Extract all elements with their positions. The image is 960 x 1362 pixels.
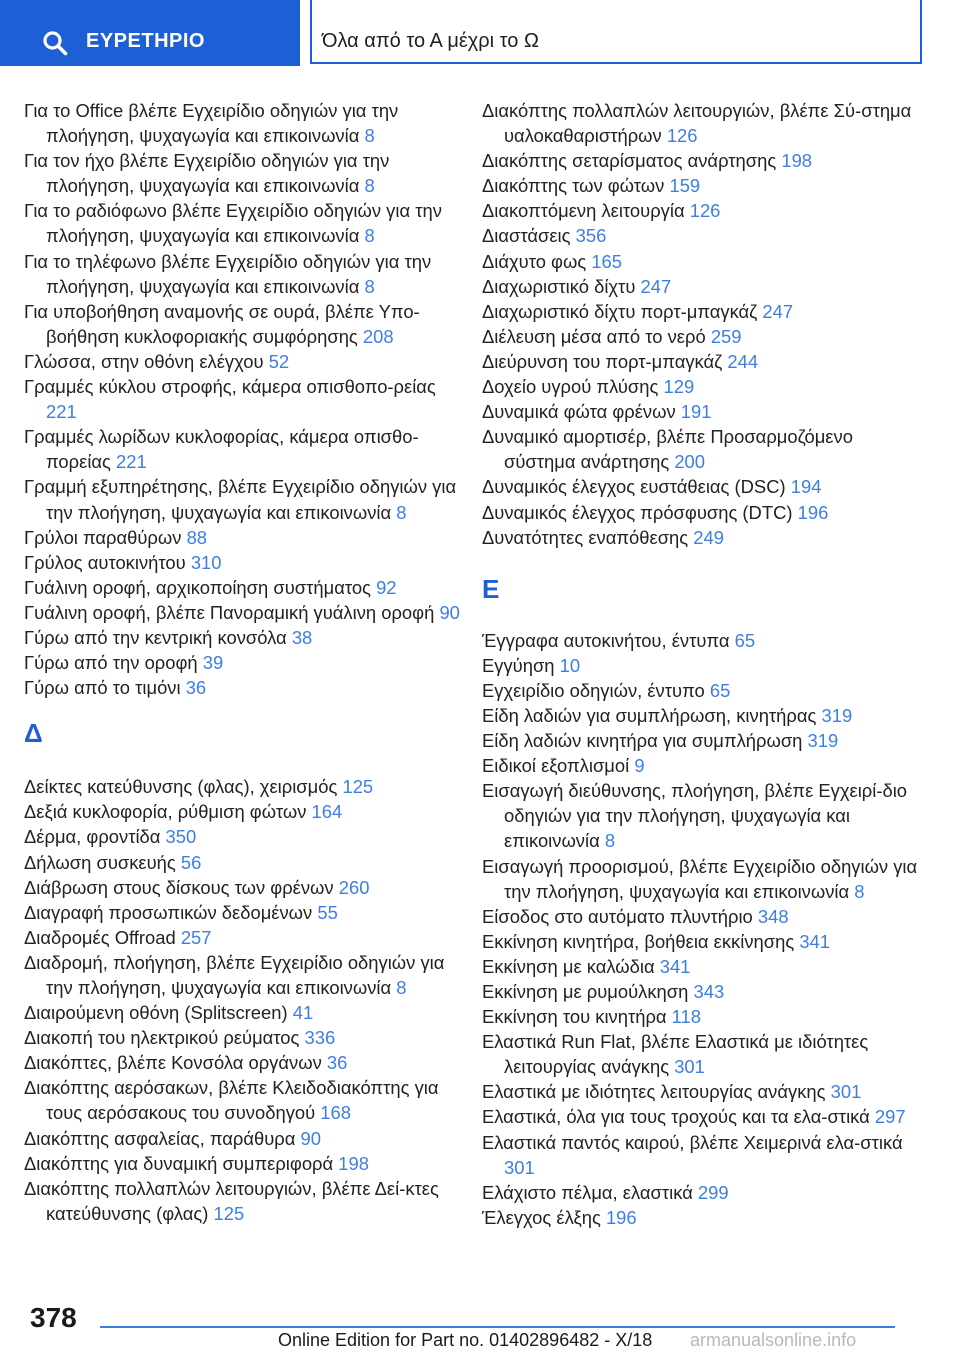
- index-entry-text: Είσοδος στο αυτόματο πλυντήριο: [482, 905, 753, 927]
- entries-group-d-continued: [482, 98, 922, 550]
- index-entry: [482, 703, 922, 728]
- page-link[interactable]: 56: [180, 851, 202, 873]
- index-entry: [24, 774, 464, 799]
- index-entry: [24, 625, 464, 650]
- entries-group-g: [24, 98, 464, 700]
- page-link[interactable]: 36: [185, 677, 207, 699]
- index-entry-text: Γραμμές κύκλου στροφής, κάμερα οπισθοπο-ρείας: [24, 376, 436, 398]
- page-link[interactable]: 125: [342, 776, 374, 798]
- footer-divider: [100, 1326, 895, 1328]
- page-link[interactable]: 8: [364, 275, 375, 297]
- page-link[interactable]: 301: [504, 1156, 535, 1178]
- index-entry: [482, 1180, 922, 1205]
- index-entry: [24, 925, 464, 950]
- index-entry: [24, 875, 464, 900]
- index-entry: [24, 950, 464, 1000]
- index-column-left: [24, 98, 464, 1226]
- index-entry-text: Διακόπτες, βλέπε Κονσόλα οργάνων: [24, 1052, 322, 1074]
- index-entry-text: Διαχωριστικό δίχτυ: [482, 275, 636, 297]
- index-entry-text: Δέρμα, φροντίδα: [24, 826, 161, 848]
- index-entry: [482, 753, 922, 778]
- watermark: armanualsonline.info: [690, 1330, 857, 1350]
- section-tab[interactable]: [310, 0, 922, 64]
- index-entry: [482, 500, 922, 525]
- index-entry-text: Δυναμικός έλεγχος ευστάθειας (DSC): [482, 476, 786, 498]
- index-entry-text: Ελάχιστο πέλμα, ελαστικά: [482, 1181, 693, 1203]
- page-link[interactable]: 198: [338, 1152, 369, 1174]
- page-link[interactable]: 9: [634, 755, 645, 777]
- index-entry: [482, 324, 922, 349]
- page-link[interactable]: 341: [799, 930, 831, 952]
- index-entry-text: Ειδικοί εξοπλισμοί: [482, 755, 630, 777]
- page-link[interactable]: 297: [874, 1106, 906, 1128]
- page-link[interactable]: 92: [376, 576, 397, 598]
- index-entry: [24, 299, 464, 349]
- page-link[interactable]: 198: [781, 150, 813, 172]
- index-entry-text: Διαχωριστικό δίχτυ πορτ-μπαγκάζ: [482, 300, 758, 322]
- index-entry: [482, 1104, 922, 1129]
- edition-text: Online Edition for Part no. 01402896482 - X/18: [278, 1330, 653, 1350]
- index-entry: [482, 349, 922, 374]
- index-entry: [482, 148, 922, 173]
- index-entry-text: Για το ραδιόφωνο βλέπε Εγχειρίδιο οδηγιών για την πλοήγηση, ψυχαγωγία και επικοινωνία: [24, 200, 442, 247]
- page-link[interactable]: 36: [326, 1052, 348, 1074]
- index-entry-text: Εκκίνηση με καλώδια: [482, 955, 655, 977]
- page-link[interactable]: 90: [439, 601, 460, 623]
- index-entry-text: Διέλευση μέσα από το νερό: [482, 325, 706, 347]
- index-entry-text: Είδη λαδιών για συμπλήρωση, κινητήρας: [482, 704, 817, 726]
- index-entry: [24, 1176, 464, 1226]
- page-link[interactable]: 196: [605, 1206, 637, 1228]
- page-link[interactable]: 249: [693, 526, 724, 548]
- index-entry: [482, 198, 922, 223]
- page-link[interactable]: 38: [291, 626, 313, 648]
- index-entry: [24, 1126, 464, 1151]
- index-entry-text: Για το Office βλέπε Εγχειρίδιο οδηγιών για την πλοήγηση, ψυχαγωγία και επικοινωνία: [24, 100, 399, 147]
- index-tab[interactable]: [0, 0, 300, 66]
- index-entry-text: Δυναμικό αμορτισέρ, βλέπε Προσαρμοζόμενο σύστημα ανάρτησης: [482, 426, 853, 473]
- page-link[interactable]: 8: [364, 125, 375, 147]
- index-entry-text: Διακόπτης των φώτων: [482, 175, 665, 197]
- page-link[interactable]: 8: [396, 977, 407, 998]
- index-entry-text: Εγχειρίδιο οδηγιών, έντυπο: [482, 679, 705, 701]
- index-entry-text: Έλεγχος έλξης: [482, 1206, 601, 1228]
- index-entry-text: Γρύλοι παραθύρων: [24, 526, 182, 548]
- page-link[interactable]: 301: [830, 1081, 862, 1103]
- index-entry-text: Ελαστικά παντός καιρού, βλέπε Χειμερινά ελα-στικά: [482, 1131, 903, 1153]
- index-entry-text: Διακόπτης αερόσακων, βλέπε Κλειδοδιακόπτης για τους αερόσακους του συνοδηγού: [24, 1077, 439, 1124]
- index-entry-text: Εκκίνηση του κινητήρα: [482, 1006, 667, 1028]
- page-link[interactable]: 341: [659, 955, 691, 977]
- page-link[interactable]: 350: [165, 826, 197, 848]
- index-entry-text: Διαστάσεις: [482, 225, 571, 247]
- index-entry-text: Εκκίνηση κινητήρα, βοήθεια εκκίνησης: [482, 930, 795, 952]
- index-entry: [24, 1050, 464, 1075]
- index-entry-text: Εισαγωγή προορισμού, βλέπε Εγχειρίδιο οδηγιών για την πλοήγηση, ψυχαγωγία και επικοινωνία: [482, 855, 918, 902]
- index-entry-text: Δοχείο υγρού πλύσης: [482, 376, 659, 398]
- page-link[interactable]: 259: [710, 325, 742, 347]
- index-entry: [24, 824, 464, 849]
- search-icon: [42, 30, 68, 56]
- index-entry-text: Για τον ήχο βλέπε Εγχειρίδιο οδηγιών για την πλοήγηση, ψυχαγωγία και επικοινωνία: [24, 150, 390, 197]
- index-entry: [482, 1079, 922, 1104]
- index-entry: [24, 550, 464, 575]
- section-tab-label: Όλα από το Α μέχρι το Ω: [322, 30, 539, 52]
- index-entry: [24, 249, 464, 299]
- index-entry: [24, 424, 464, 474]
- index-entry-text: Γυάλινη οροφή, βλέπε Πανοραμική γυάλινη οροφή: [24, 601, 435, 623]
- page-link[interactable]: 319: [807, 730, 839, 752]
- page-link[interactable]: 8: [396, 501, 407, 523]
- index-entry-text: Δυνατότητες εναπόθεσης: [482, 526, 689, 548]
- page-link[interactable]: 336: [304, 1027, 336, 1049]
- page-link[interactable]: 126: [666, 125, 698, 147]
- entries-group-d: [24, 774, 464, 1226]
- index-entry: [482, 98, 922, 148]
- page-link[interactable]: 343: [693, 981, 725, 1002]
- index-entry-text: Διαιρούμενη οθόνη (Splitscreen): [24, 1002, 288, 1024]
- index-entry-text: Διεύρυνση του πορτ-μπαγκάζ: [482, 350, 723, 372]
- index-entry: [24, 799, 464, 824]
- index-entry-text: Διακοπή του ηλεκτρικού ρεύματος: [24, 1027, 300, 1049]
- index-entry-text: Διακοπτόμενη λειτουργία: [482, 200, 685, 222]
- index-entry-text: Δήλωση συσκευής: [24, 851, 176, 873]
- page-link[interactable]: 41: [292, 1002, 314, 1024]
- index-entry: [482, 854, 922, 904]
- page-link[interactable]: 348: [757, 905, 789, 927]
- header: [0, 0, 960, 66]
- index-tab-label: ΕΥΡΕΤΗΡΙΟ: [86, 30, 205, 52]
- page-link[interactable]: 39: [202, 652, 224, 674]
- page-link[interactable]: 196: [797, 501, 829, 523]
- page-link[interactable]: 257: [180, 926, 212, 948]
- index-entry: [482, 778, 922, 853]
- page-link[interactable]: 299: [697, 1181, 729, 1203]
- page-link[interactable]: 8: [604, 830, 616, 852]
- page-link[interactable]: 260: [338, 876, 370, 898]
- page-link[interactable]: 194: [790, 476, 822, 498]
- index-entry: [24, 349, 464, 374]
- index-entry-text: Διακόπτης ασφαλείας, παράθυρα: [24, 1127, 296, 1149]
- index-entry: [24, 1151, 464, 1176]
- index-entry: [24, 850, 464, 875]
- index-entry-text: Ελαστικά με ιδιότητες λειτουργίας ανάγκης: [482, 1081, 826, 1103]
- index-entry-text: Δυναμικός έλεγχος πρόσφυσης (DTC): [482, 501, 793, 523]
- index-entry: [482, 929, 922, 954]
- entries-group-e: [482, 628, 922, 1230]
- page-link[interactable]: 191: [680, 401, 712, 423]
- page-link[interactable]: 164: [311, 801, 343, 823]
- index-entry-text: Για υποβοήθηση αναμονής σε ουρά, βλέπε Υπο-βοήθηση κυκλοφοριακής συμφόρησης: [24, 300, 420, 347]
- index-entry-text: Για το τηλέφωνο βλέπε Εγχειρίδιο οδηγιών για την πλοήγηση, ψυχαγωγία και επικοινωνία: [24, 250, 432, 297]
- index-entry: [24, 575, 464, 600]
- index-entry: [482, 728, 922, 753]
- page-link[interactable]: 10: [559, 654, 581, 676]
- index-entry: [482, 249, 922, 274]
- index-entry-text: Δεξιά κυκλοφορία, ρύθμιση φώτων: [24, 801, 307, 823]
- page-link[interactable]: 118: [671, 1006, 701, 1028]
- page-link[interactable]: 247: [762, 300, 794, 322]
- page-link[interactable]: 52: [268, 350, 290, 372]
- index-entry-text: Γυάλινη οροφή, αρχικοποίηση συστήματος: [24, 576, 371, 598]
- index-entry: [24, 198, 464, 248]
- index-entry-text: Γύρω από την οροφή: [24, 652, 198, 674]
- index-entry: [482, 223, 922, 248]
- page-link[interactable]: 126: [689, 200, 721, 222]
- index-entry: [24, 1025, 464, 1050]
- index-entry-text: Έγγραφα αυτοκινήτου, έντυπα: [482, 629, 730, 651]
- index-entry: [482, 374, 922, 399]
- page-link[interactable]: 221: [46, 401, 77, 423]
- index-entry: [24, 600, 464, 625]
- index-entry-text: Διαγραφή προσωπικών δεδομένων: [24, 901, 313, 923]
- page-link[interactable]: 90: [300, 1127, 321, 1149]
- section-letter-delta: Δ: [24, 718, 43, 749]
- index-entry-text: Διακόπτης για δυναμική συμπεριφορά: [24, 1152, 334, 1174]
- index-entry-text: Εκκίνηση με ρυμούλκηση: [482, 981, 689, 1002]
- page-link[interactable]: 310: [190, 551, 222, 573]
- page-link[interactable]: 88: [186, 526, 208, 548]
- index-entry: [24, 675, 464, 700]
- index-column-right: [482, 98, 922, 1230]
- page-link[interactable]: 8: [854, 880, 865, 902]
- page-link[interactable]: 301: [674, 1056, 705, 1078]
- page-link[interactable]: 125: [213, 1202, 245, 1224]
- page-link[interactable]: 247: [640, 275, 672, 297]
- index-entry-text: Γλώσσα, στην οθόνη ελέγχου: [24, 350, 264, 372]
- page-link[interactable]: 65: [734, 629, 756, 651]
- page-link[interactable]: 168: [320, 1102, 351, 1124]
- page-link[interactable]: 8: [364, 225, 375, 247]
- index-entry: [482, 1130, 922, 1180]
- index-entry: [482, 904, 922, 929]
- index-entry: [24, 474, 464, 524]
- index-entry: [482, 653, 922, 678]
- page-number: 378: [30, 1302, 77, 1333]
- index-entry: [24, 525, 464, 550]
- index-entry-text: Διακόπτης σεταρίσματος ανάρτησης: [482, 150, 777, 172]
- section-letter-epsilon: Ε: [482, 573, 500, 604]
- page-link[interactable]: 356: [575, 225, 607, 247]
- index-entry-text: Γύρω από την κεντρική κονσόλα: [24, 626, 287, 648]
- page-link[interactable]: 221: [116, 451, 147, 473]
- page-link[interactable]: 208: [362, 325, 394, 347]
- index-entry: [24, 374, 464, 424]
- index-entry: [24, 650, 464, 675]
- index-entry-text: Διάβρωση στους δίσκους των φρένων: [24, 876, 334, 898]
- index-entry: [482, 678, 922, 703]
- index-entry: [482, 1029, 922, 1079]
- index-entry: [24, 1000, 464, 1025]
- page-link[interactable]: 8: [364, 175, 375, 197]
- index-entry: [24, 900, 464, 925]
- page-link[interactable]: 200: [674, 451, 705, 473]
- index-entry: [482, 1205, 922, 1230]
- index-entry-text: Διακόπτης πολλαπλών λειτουργιών, βλέπε Σύ-στημα υαλοκαθαριστήρων: [482, 100, 912, 147]
- index-entry-text: Είδη λαδιών κινητήρα για συμπλήρωση: [482, 730, 803, 752]
- index-entry-text: Διαδρομή, πλοήγηση, βλέπε Εγχειρίδιο οδηγιών για την πλοήγηση, ψυχαγωγία και επικοινωνία: [24, 951, 445, 998]
- index-entry: [482, 628, 922, 653]
- index-entry-text: Γραμμή εξυπηρέτησης, βλέπε Εγχειρίδιο οδηγιών για την πλοήγηση, ψυχαγωγία και επικοινωνία: [24, 476, 457, 523]
- index-entry-text: Γραμμές λωρίδων κυκλοφορίας, κάμερα οπισθο-πορείας: [24, 426, 419, 473]
- index-entry: [482, 525, 922, 550]
- index-entry-text: Εγγύηση: [482, 654, 555, 676]
- page-link[interactable]: 65: [709, 679, 731, 701]
- index-entry: [482, 1004, 922, 1029]
- index-entry: [24, 98, 464, 148]
- index-entry-text: Διακόπτης πολλαπλών λειτουργιών, βλέπε Δεί-κτες κατεύθυνσης (φλας): [24, 1177, 439, 1224]
- index-entry-text: Γύρω από το τιμόνι: [24, 677, 181, 699]
- page-link[interactable]: 319: [821, 704, 853, 726]
- index-entry: [482, 399, 922, 424]
- index-entry: [482, 424, 922, 474]
- index-entry-text: Γρύλος αυτοκινήτου: [24, 551, 186, 573]
- page-link[interactable]: 244: [727, 350, 759, 372]
- page-link[interactable]: 129: [663, 376, 695, 398]
- index-entry: [482, 979, 922, 1004]
- index-entry: [482, 954, 922, 979]
- index-entry-text: Δυναμικά φώτα φρένων: [482, 401, 676, 423]
- page-link[interactable]: 159: [669, 175, 701, 197]
- index-entry-text: Ελαστικά Run Flat, βλέπε Ελαστικά με ιδιότητες λειτουργίας ανάγκης: [482, 1031, 869, 1078]
- index-entry-text: Δείκτες κατεύθυνσης (φλας), χειρισμός: [24, 776, 338, 798]
- index-entry-text: Ελαστικά, όλα για τους τροχούς και τα ελα-στικά: [482, 1106, 870, 1128]
- index-entry: [24, 148, 464, 198]
- index-entry-text: Εισαγωγή διεύθυνσης, πλοήγηση, βλέπε Εγχειρί-διο οδηγιών για την πλοήγηση, ψυχαγωγία και επικοινωνία: [482, 780, 908, 852]
- index-entry: [482, 274, 922, 299]
- page-link[interactable]: 55: [317, 901, 338, 923]
- index-entry: [482, 173, 922, 198]
- index-entry: [482, 474, 922, 499]
- index-entry-text: Διαδρομές Offroad: [24, 926, 176, 948]
- page-link[interactable]: 165: [591, 250, 623, 272]
- index-entry: [24, 1075, 464, 1125]
- index-entry: [482, 299, 922, 324]
- index-entry-text: Διάχυτο φως: [482, 250, 587, 272]
